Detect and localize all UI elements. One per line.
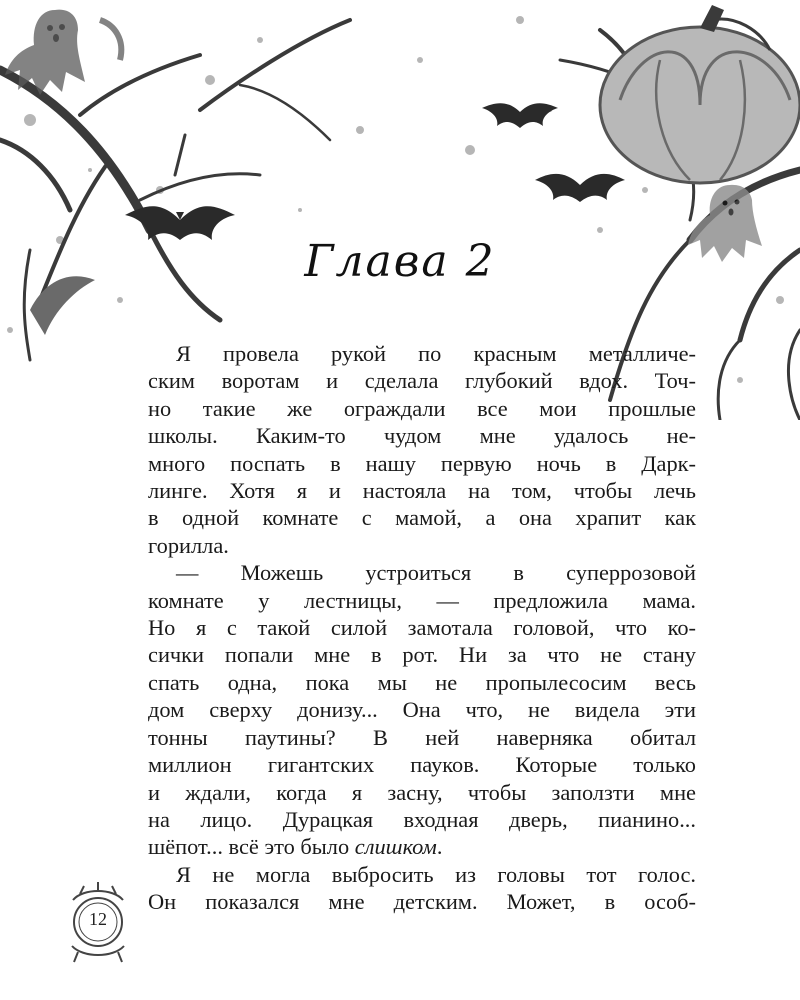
text-line: линге. Хотя я и настояла на том, чтобы лечь [148,478,696,504]
text-line: — Можешь устроиться в суперрозовой [176,560,696,586]
text-line: комнате у лестницы, — предложила мама. [148,587,696,613]
page-number: 12 [89,909,107,929]
text-line: на лицо. Дурацкая входная дверь, пианино... [148,806,696,832]
body-text [148,340,696,916]
text-line: тонны паутины? В ней наверняка обитал [148,724,696,750]
text-line: много поспать в нашу первую ночь в Дарк- [148,450,696,476]
chapter-title: Глава 2 [304,236,496,287]
text-line: в одной комнате с мамой, а она храпит как [148,505,696,531]
text-line: но такие же ограждали все мои прошлые [148,395,696,421]
text-line: Я провела рукой по красным металличе- [176,341,696,366]
text-segment: шёпот... всё это было [148,834,355,860]
text-line: ским воротам и сделала глубокий вдох. Точ- [148,368,696,394]
text-line: и ждали, когда я засну, чтобы заползти мне [148,779,696,805]
emphasis-text: слишком [354,834,437,860]
text-line [148,833,696,860]
text-line: Но я с такой силой замотала головой, что ко- [148,615,696,641]
text-line: горилла. [148,532,229,558]
text-line: дом сверху донизу... Она что, не видела эти [148,697,696,723]
ghost-icon [5,10,121,95]
bat-icon [482,103,558,128]
text-line: школы. Каким-то чудом мне удалось не- [148,423,696,449]
bat-icon [535,174,625,202]
pumpkin-icon [600,5,800,183]
text-segment: . [436,834,443,860]
text-line: спать одна, пока мы не пропылесосим весь [148,669,696,695]
text-line: Он показался мне детским. Может, в особ- [148,889,696,915]
text-line: сички попали мне в рот. Ни за что не стану [148,642,696,668]
text-line: миллион гигантских пауков. Которые только [148,752,696,778]
text-line: Я не могла выбросить из головы тот голос. [176,861,696,887]
